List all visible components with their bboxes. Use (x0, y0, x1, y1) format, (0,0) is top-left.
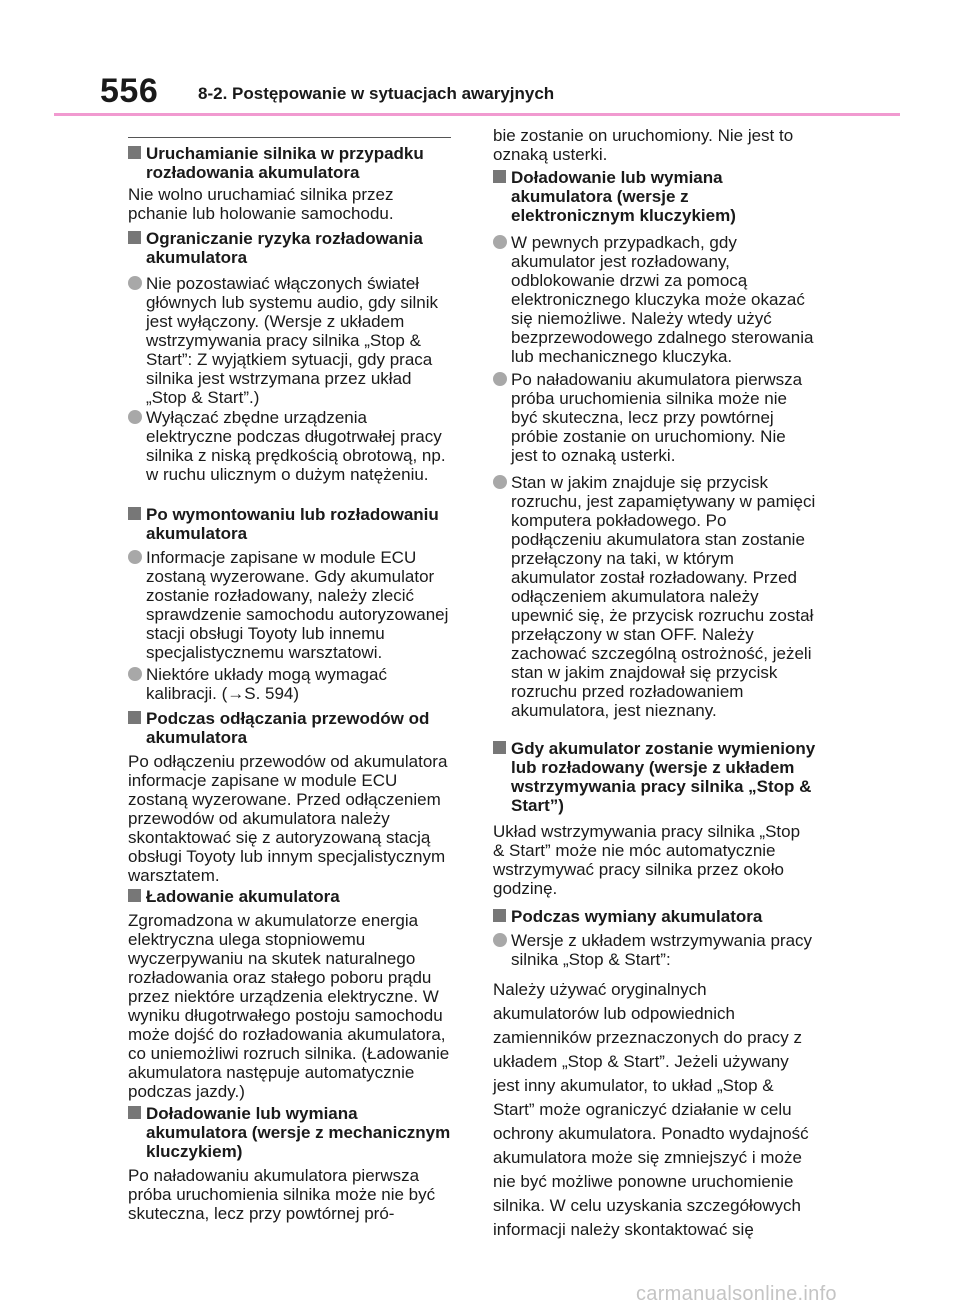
section-heading (116, 229, 451, 267)
paragraph: Zgromadzona w akumulatorze energia elektryczna ulega stopniowemu wyczerpywaniu na skutek naturalnego rozładowania oraz stałego poboru prądu przez niektóre urządzenia elektryczne. W wyniku długotrwałego postoju samochodu może dojść do rozładowania akumulatora, co uniemożliwi rozruch silnika. (Ładowanie akumulatora następuje automatycznie podczas jazdy.) (128, 911, 450, 1101)
list-item-text: Nie pozostawiać włączonych świateł głównych lub systemu audio, gdy silnik jest wyłączony. (Wersje z układem wstrzymywania pracy silnika „Stop & Start”: Z wyjątkiem sytuacji, gdy praca silnika jest wstrzymana przez układ „Stop & Start”.) (146, 274, 438, 407)
circle-bullet-icon (493, 235, 507, 249)
square-bullet-icon (493, 909, 506, 922)
page-number: 556 (100, 72, 159, 110)
list-item-text: Niektóre układy mogą wymagać kalibracji. (→S. 594) (146, 665, 387, 703)
square-bullet-icon (128, 711, 141, 724)
section-heading (481, 907, 816, 926)
list-item-text: Wyłączać zbędne urządzenia elektryczne podczas długotrwałej pracy silnika z niską prędkością obrotową, np. w ruchu ulicznym o dużym natężeniu. (146, 408, 446, 484)
heading-text: Doładowanie lub wymiana akumulatora (wersje z elektronicznym kluczykiem) (511, 168, 736, 225)
list-item-text: Po naładowaniu akumulatora pierwsza próba uruchomienia silnika może nie być skuteczna, lecz przy powtórnej próbie zostanie on uruchomiony. Nie jest to oznaką usterki. (511, 370, 803, 465)
list-item (116, 274, 451, 407)
square-bullet-icon (128, 507, 141, 520)
section-heading (481, 168, 816, 225)
square-bullet-icon (128, 1106, 141, 1119)
paragraph: Należy używać oryginalnych akumulatorów lub odpowiednich zamienników przeznaczonych do pracy z układem „Stop & Start”. Jeżeli używany jest inny akumulator, to układ „Stop & Start” może ograniczyć działanie w celu ochrony akumulatora. Ponadto wydajność akumulatora może się zmniejszyć i może nie być możliwe ponowne uruchomienie silnika. W celu uzyskania szczegółowych informacji należy skontaktować się (493, 980, 809, 1239)
section-heading (116, 144, 451, 182)
list-item (481, 473, 816, 720)
heading-text: Ładowanie akumulatora (146, 887, 340, 906)
paragraph: bie zostanie on uruchomiony. Nie jest to oznaką usterki. (493, 126, 794, 164)
heading-text: Podczas wymiany akumulatora (511, 907, 763, 926)
square-bullet-icon (128, 146, 141, 159)
section-heading (116, 887, 451, 906)
heading-text: Po wymontowaniu lub rozładowaniu akumulatora (146, 505, 439, 543)
section-top-rule (128, 137, 451, 138)
square-bullet-icon (493, 170, 506, 183)
list-item-text: Informacje zapisane w module ECU zostaną wyzerowane. Gdy akumulator zostanie rozładowany, należy zlecić sprawdzenie samochodu autoryzowanej stacji obsługi Toyoty lub innemu specjalistycznemu warsztatowi. (146, 548, 449, 662)
list-item (116, 408, 451, 484)
watermark: carmanualsonline.info (636, 1283, 837, 1305)
heading-text: Podczas odłączania przewodów od akumulatora (146, 709, 430, 747)
heading-text: Ograniczanie ryzyka rozładowania akumulatora (146, 229, 423, 267)
paragraph: Nie wolno uruchamiać silnika przez pchanie lub holowanie samochodu. (128, 185, 394, 223)
paragraph: Po naładowaniu akumulatora pierwsza próba uruchomienia silnika może nie być skuteczna, lecz przy powtórnej pró- (128, 1166, 436, 1223)
section-heading (481, 739, 816, 815)
section-heading (116, 505, 451, 543)
page-header (0, 0, 960, 115)
paragraph: Po odłączeniu przewodów od akumulatora informacje zapisane w module ECU zostaną wyzerowane. Przed odłączeniem przewodów od akumulatora należy skontaktować się z autoryzowaną stacją obsługi Toyoty lub innym specjalistycznym warsztatem. (128, 752, 448, 885)
circle-bullet-icon (128, 667, 142, 681)
heading-text: Doładowanie lub wymiana akumulatora (wersje z mechanicznym kluczykiem) (146, 1104, 451, 1161)
square-bullet-icon (493, 741, 506, 754)
list-item (116, 665, 451, 703)
list-item (481, 931, 816, 969)
paragraph: Układ wstrzymywania pracy silnika „Stop & Start” może nie móc automatycznie wstrzymywać pracy silnika przez około godzinę. (493, 822, 801, 898)
circle-bullet-icon (493, 933, 507, 947)
list-item (116, 548, 451, 662)
heading-text: Uruchamianie silnika w przypadku rozładowania akumulatora (146, 144, 424, 182)
circle-bullet-icon (128, 410, 142, 424)
header-divider (54, 113, 900, 116)
chapter-title: 8-2. Postępowanie w sytuacjach awaryjnych (198, 84, 555, 103)
list-item (481, 233, 816, 366)
square-bullet-icon (128, 889, 141, 902)
list-item (481, 370, 816, 465)
circle-bullet-icon (128, 276, 142, 290)
circle-bullet-icon (128, 550, 142, 564)
list-item-text: Wersje z układem wstrzymywania pracy silnika „Stop & Start”: (511, 931, 813, 969)
section-heading (116, 1104, 451, 1161)
circle-bullet-icon (493, 372, 507, 386)
square-bullet-icon (128, 231, 141, 244)
list-item-text: W pewnych przypadkach, gdy akumulator jest rozładowany, odblokowanie drzwi za pomocą elektronicznego kluczyka może okazać się niemożliwe. Należy wtedy użyć bezprzewodowego zdalnego sterowania lub mechanicznego kluczyka. (511, 233, 814, 366)
list-item-text: Stan w jakim znajduje się przycisk rozruchu, jest zapamiętywany w pamięci komputera pokładowego. Po podłączeniu akumulatora stan zostanie przełączony na taki, w którym akumulator został rozładowany. Przed odłączeniem akumulatora należy upewnić się, że przycisk rozruchu został przełączony w stan OFF. Należy zachować szczególną ostrożność, jeżeli stan w jakim znajdował się przycisk rozruchu przed rozładowaniem akumulatora, jest nieznany. (511, 473, 816, 720)
circle-bullet-icon (493, 475, 507, 489)
heading-text: Gdy akumulator zostanie wymieniony lub rozładowany (wersje z układem wstrzymywania pracy silnika „Stop & Start”) (511, 739, 816, 815)
section-heading (116, 709, 451, 747)
